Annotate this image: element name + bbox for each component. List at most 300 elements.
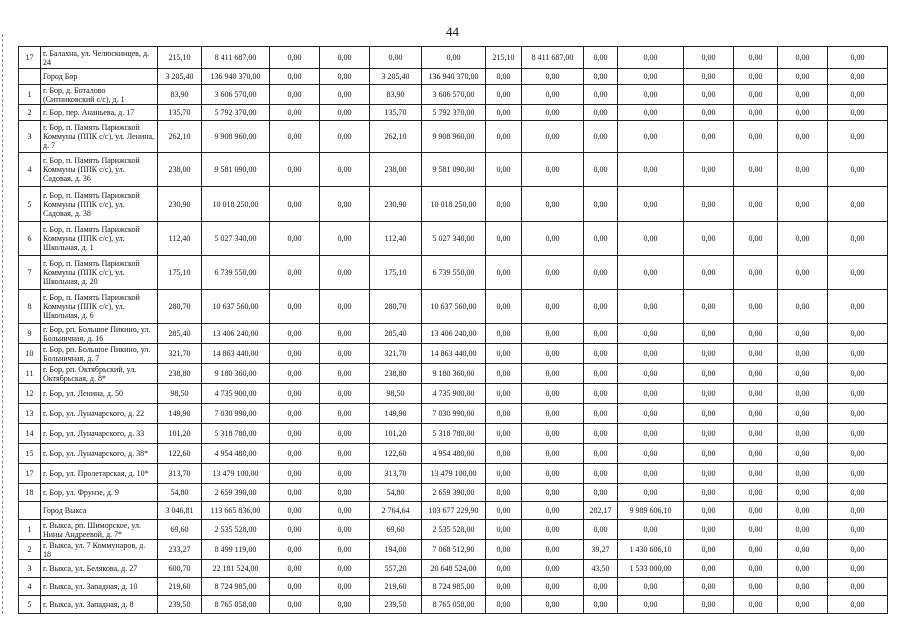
- city-subtotal-row: [19, 69, 888, 85]
- value-cell: 0,00: [522, 85, 584, 105]
- address-cell: г. Бор, п. Память Парижской Коммуны (ППК с/с), ул. Школьная, д. 6: [41, 290, 158, 324]
- address-cell: г. Бор, п. Память Парижской Коммуны (ППК с/с), ул. Ленина, д. 7: [41, 121, 158, 153]
- value-cell: 10 637 560,00: [202, 290, 270, 324]
- value-cell: 98,50: [158, 384, 202, 404]
- value-cell: 238,80: [370, 364, 422, 384]
- value-cell: 0,00: [486, 324, 522, 344]
- value-cell: 233,27: [158, 540, 202, 560]
- value-cell: 0,00: [320, 290, 370, 324]
- value-cell: 0,00: [734, 105, 778, 121]
- value-cell: 0,00: [778, 344, 828, 364]
- value-cell: 101,20: [158, 424, 202, 444]
- value-cell: 6 739 550,00: [202, 256, 270, 290]
- value-cell: 0,00: [270, 578, 320, 596]
- value-cell: 0,00: [778, 47, 828, 69]
- value-cell: 557,20: [370, 560, 422, 578]
- value-cell: 8 499 119,00: [202, 540, 270, 560]
- value-cell: 0,00: [370, 47, 422, 69]
- value-cell: 0,00: [778, 256, 828, 290]
- value-cell: 4 954 480,00: [202, 444, 270, 464]
- value-cell: 215,10: [486, 47, 522, 69]
- value-cell: 0,00: [734, 384, 778, 404]
- row-number: 1: [19, 85, 41, 105]
- value-cell: 0,00: [828, 47, 888, 69]
- value-cell: 69,60: [370, 520, 422, 540]
- value-cell: 0,00: [734, 256, 778, 290]
- value-cell: 5 027 340,00: [202, 222, 270, 256]
- value-cell: 0,00: [828, 153, 888, 187]
- value-cell: 101,20: [370, 424, 422, 444]
- value-cell: 0,00: [522, 520, 584, 540]
- value-cell: 0,00: [618, 520, 684, 540]
- value-cell: 0,00: [684, 502, 734, 520]
- value-cell: 0,00: [618, 596, 684, 614]
- value-cell: 0,00: [684, 444, 734, 464]
- value-cell: 14 863 440,00: [202, 344, 270, 364]
- value-cell: 9 180 360,00: [422, 364, 486, 384]
- value-cell: 0,00: [522, 222, 584, 256]
- value-cell: 0,00: [522, 540, 584, 560]
- table-row: [19, 578, 888, 596]
- value-cell: 9 908 960,00: [202, 121, 270, 153]
- value-cell: 0,00: [584, 290, 618, 324]
- value-cell: 0,00: [486, 344, 522, 364]
- value-cell: 0,00: [734, 121, 778, 153]
- value-cell: 0,00: [684, 364, 734, 384]
- value-cell: 0,00: [684, 105, 734, 121]
- value-cell: 0,00: [270, 484, 320, 502]
- value-cell: 0,00: [618, 47, 684, 69]
- row-number: 6: [19, 222, 41, 256]
- value-cell: 7 030 990,00: [202, 404, 270, 424]
- value-cell: 0,00: [734, 484, 778, 502]
- row-number: 4: [19, 153, 41, 187]
- value-cell: 313,70: [370, 464, 422, 484]
- value-cell: 0,00: [270, 560, 320, 578]
- row-number: 13: [19, 404, 41, 424]
- value-cell: 0,00: [734, 444, 778, 464]
- value-cell: 0,00: [486, 121, 522, 153]
- table-row: [19, 464, 888, 484]
- value-cell: 0,00: [422, 47, 486, 69]
- value-cell: 0,00: [828, 444, 888, 464]
- value-cell: 0,00: [270, 404, 320, 424]
- value-cell: 0,00: [778, 121, 828, 153]
- value-cell: 0,00: [522, 121, 584, 153]
- value-cell: 0,00: [684, 384, 734, 404]
- value-cell: 194,00: [370, 540, 422, 560]
- value-cell: 0,00: [486, 404, 522, 424]
- value-cell: 175,10: [370, 256, 422, 290]
- value-cell: 0,00: [522, 578, 584, 596]
- value-cell: 0,00: [684, 256, 734, 290]
- value-cell: 0,00: [828, 105, 888, 121]
- address-cell: г. Бор, п. Память Парижской Коммуны (ППК с/с), ул. Садовая, д. 36: [41, 153, 158, 187]
- value-cell: 239,50: [370, 596, 422, 614]
- value-cell: 0,00: [778, 484, 828, 502]
- value-cell: 0,00: [320, 344, 370, 364]
- value-cell: 0,00: [734, 464, 778, 484]
- value-cell: 0,00: [684, 464, 734, 484]
- value-cell: 3 046,81: [158, 502, 202, 520]
- value-cell: 0,00: [734, 404, 778, 424]
- value-cell: 0,00: [618, 222, 684, 256]
- value-cell: 0,00: [270, 85, 320, 105]
- table-row: [19, 222, 888, 256]
- value-cell: 0,00: [584, 484, 618, 502]
- value-cell: 0,00: [270, 290, 320, 324]
- address-cell: г. Бор, ул. Фрунзе, д. 9: [41, 484, 158, 502]
- row-number: 5: [19, 596, 41, 614]
- value-cell: 149,90: [158, 404, 202, 424]
- value-cell: 0,00: [684, 596, 734, 614]
- value-cell: 0,00: [734, 222, 778, 256]
- table-row: [19, 384, 888, 404]
- value-cell: 0,00: [270, 256, 320, 290]
- value-cell: 0,00: [828, 69, 888, 85]
- value-cell: 39,27: [584, 540, 618, 560]
- value-cell: 321,70: [158, 344, 202, 364]
- value-cell: 262,10: [158, 121, 202, 153]
- value-cell: 5 318 780,00: [202, 424, 270, 444]
- value-cell: 0,00: [522, 444, 584, 464]
- value-cell: 7 030 990,00: [422, 404, 486, 424]
- value-cell: 0,00: [270, 596, 320, 614]
- value-cell: 0,00: [522, 344, 584, 364]
- value-cell: 0,00: [734, 520, 778, 540]
- row-number: 17: [19, 47, 41, 69]
- value-cell: 0,00: [734, 578, 778, 596]
- value-cell: 0,00: [270, 222, 320, 256]
- value-cell: 0,00: [584, 256, 618, 290]
- value-cell: 0,00: [618, 578, 684, 596]
- value-cell: 0,00: [828, 85, 888, 105]
- value-cell: 0,00: [270, 105, 320, 121]
- value-cell: 0,00: [522, 256, 584, 290]
- address-cell: г. Бор, рп. Октябрьский, ул. Октябрьская, д. 8*: [41, 364, 158, 384]
- value-cell: 9 908 960,00: [422, 121, 486, 153]
- value-cell: 0,00: [486, 596, 522, 614]
- value-cell: 0,00: [618, 404, 684, 424]
- row-number: 7: [19, 256, 41, 290]
- value-cell: 0,00: [320, 47, 370, 69]
- value-cell: 0,00: [684, 520, 734, 540]
- value-cell: 0,00: [778, 596, 828, 614]
- value-cell: 0,00: [486, 540, 522, 560]
- value-cell: 0,00: [618, 121, 684, 153]
- value-cell: 0,00: [486, 560, 522, 578]
- table-row: [19, 596, 888, 614]
- table-row: [19, 153, 888, 187]
- value-cell: 0,00: [734, 47, 778, 69]
- value-cell: 0,00: [618, 484, 684, 502]
- value-cell: 0,00: [828, 121, 888, 153]
- value-cell: 0,00: [778, 444, 828, 464]
- value-cell: 4 954 480,00: [422, 444, 486, 464]
- value-cell: 0,00: [320, 222, 370, 256]
- value-cell: 122,60: [370, 444, 422, 464]
- row-number: 12: [19, 384, 41, 404]
- value-cell: 0,00: [584, 384, 618, 404]
- value-cell: 0,00: [828, 464, 888, 484]
- value-cell: 0,00: [778, 364, 828, 384]
- row-number: 2: [19, 105, 41, 121]
- value-cell: 0,00: [778, 520, 828, 540]
- value-cell: 8 765 058,00: [422, 596, 486, 614]
- value-cell: 0,00: [320, 69, 370, 85]
- value-cell: 0,00: [828, 484, 888, 502]
- row-number: 4: [19, 578, 41, 596]
- row-number: 5: [19, 187, 41, 222]
- address-cell: г. Бор, ул. Луначарского, д. 22: [41, 404, 158, 424]
- value-cell: 0,00: [270, 424, 320, 444]
- value-cell: 0,00: [320, 560, 370, 578]
- value-cell: 0,00: [734, 85, 778, 105]
- value-cell: 0,00: [486, 364, 522, 384]
- value-cell: 219,60: [370, 578, 422, 596]
- value-cell: 0,00: [584, 464, 618, 484]
- value-cell: 0,00: [320, 404, 370, 424]
- value-cell: 0,00: [618, 364, 684, 384]
- value-cell: 600,70: [158, 560, 202, 578]
- value-cell: 0,00: [684, 404, 734, 424]
- value-cell: 0,00: [270, 324, 320, 344]
- table-row: [19, 47, 888, 69]
- value-cell: 0,00: [618, 187, 684, 222]
- value-cell: 0,00: [270, 344, 320, 364]
- value-cell: 0,00: [320, 384, 370, 404]
- value-cell: 0,00: [584, 85, 618, 105]
- value-cell: 0,00: [584, 222, 618, 256]
- value-cell: 3 205,40: [158, 69, 202, 85]
- value-cell: 0,00: [734, 187, 778, 222]
- value-cell: 136 940 370,00: [422, 69, 486, 85]
- value-cell: 0,00: [486, 464, 522, 484]
- address-cell: г. Выкса, ул. Западная, д. 10: [41, 578, 158, 596]
- value-cell: 0,00: [618, 85, 684, 105]
- row-number: [19, 502, 41, 520]
- value-cell: 238,00: [370, 153, 422, 187]
- table-row: [19, 560, 888, 578]
- value-cell: 10 637 560,00: [422, 290, 486, 324]
- value-cell: 0,00: [828, 424, 888, 444]
- value-cell: 0,00: [828, 578, 888, 596]
- data-table: [18, 46, 888, 614]
- value-cell: 285,40: [158, 324, 202, 344]
- value-cell: 0,00: [584, 424, 618, 444]
- value-cell: 0,00: [486, 85, 522, 105]
- value-cell: 0,00: [522, 596, 584, 614]
- value-cell: 0,00: [320, 464, 370, 484]
- value-cell: 0,00: [734, 364, 778, 384]
- value-cell: 0,00: [522, 424, 584, 444]
- value-cell: 0,00: [522, 290, 584, 324]
- value-cell: 0,00: [684, 424, 734, 444]
- value-cell: 7 068 512,90: [422, 540, 486, 560]
- value-cell: 0,00: [828, 290, 888, 324]
- value-cell: 0,00: [320, 502, 370, 520]
- address-cell: г. Бор, ул. Луначарского, д. 33: [41, 424, 158, 444]
- value-cell: 0,00: [618, 290, 684, 324]
- table-row: [19, 520, 888, 540]
- value-cell: 6 739 550,00: [422, 256, 486, 290]
- value-cell: 1 430 606,10: [618, 540, 684, 560]
- value-cell: 0,00: [584, 444, 618, 464]
- value-cell: 0,00: [486, 187, 522, 222]
- value-cell: 0,00: [618, 153, 684, 187]
- value-cell: 0,00: [618, 69, 684, 85]
- value-cell: 0,00: [320, 105, 370, 121]
- address-cell: г. Бор, д. Боталово (Ситниковский с/с), д. 1: [41, 85, 158, 105]
- value-cell: 0,00: [684, 560, 734, 578]
- value-cell: 0,00: [618, 444, 684, 464]
- value-cell: 9 581 090,00: [202, 153, 270, 187]
- value-cell: 0,00: [320, 187, 370, 222]
- value-cell: 0,00: [486, 256, 522, 290]
- value-cell: 0,00: [270, 364, 320, 384]
- value-cell: 0,00: [734, 596, 778, 614]
- address-cell: г. Балахна, ул. Челюскинцев, д. 24: [41, 47, 158, 69]
- value-cell: 285,40: [370, 324, 422, 344]
- value-cell: 0,00: [584, 187, 618, 222]
- value-cell: 0,00: [486, 153, 522, 187]
- value-cell: 13 479 100,00: [202, 464, 270, 484]
- value-cell: 54,80: [158, 484, 202, 502]
- value-cell: 0,00: [270, 502, 320, 520]
- value-cell: 0,00: [584, 364, 618, 384]
- value-cell: 0,00: [584, 47, 618, 69]
- value-cell: 239,50: [158, 596, 202, 614]
- value-cell: 9 180 360,00: [202, 364, 270, 384]
- value-cell: 0,00: [828, 520, 888, 540]
- value-cell: 0,00: [486, 520, 522, 540]
- value-cell: 0,00: [486, 578, 522, 596]
- value-cell: 0,00: [684, 187, 734, 222]
- address-cell: г. Бор, рп. Большое Пикино, ул. Больничная, д. 16: [41, 324, 158, 344]
- address-cell: г. Выкса, рп. Шиморское, ул. Нины Андреевой, д. 7*: [41, 520, 158, 540]
- value-cell: 0,00: [828, 502, 888, 520]
- value-cell: 5 792 370,00: [422, 105, 486, 121]
- value-cell: 8 411 687,00: [202, 47, 270, 69]
- value-cell: 8 724 985,00: [202, 578, 270, 596]
- value-cell: 0,00: [778, 69, 828, 85]
- row-number: 11: [19, 364, 41, 384]
- address-cell: г. Выкса, ул. 7 Коммунаров, д. 18: [41, 540, 158, 560]
- table-body: [19, 47, 888, 614]
- value-cell: 0,00: [522, 324, 584, 344]
- address-cell: г. Бор, п. Память Парижской Коммуны (ППК с/с), ул. Садовая, д. 38: [41, 187, 158, 222]
- table-row: [19, 404, 888, 424]
- value-cell: 0,00: [522, 484, 584, 502]
- value-cell: 0,00: [584, 105, 618, 121]
- value-cell: 4 735 900,00: [422, 384, 486, 404]
- table-row: [19, 105, 888, 121]
- table-row: [19, 290, 888, 324]
- value-cell: 5 027 340,00: [422, 222, 486, 256]
- value-cell: 83,90: [370, 85, 422, 105]
- value-cell: 313,70: [158, 464, 202, 484]
- value-cell: 0,00: [778, 578, 828, 596]
- value-cell: 0,00: [584, 121, 618, 153]
- value-cell: 0,00: [522, 69, 584, 85]
- value-cell: 0,00: [486, 384, 522, 404]
- value-cell: 0,00: [320, 85, 370, 105]
- value-cell: 0,00: [486, 502, 522, 520]
- value-cell: 0,00: [486, 444, 522, 464]
- value-cell: 0,00: [522, 105, 584, 121]
- value-cell: 0,00: [828, 384, 888, 404]
- address-cell: г. Бор, пер. Ананьева, д. 17: [41, 105, 158, 121]
- value-cell: 0,00: [778, 290, 828, 324]
- value-cell: 14 863 440,00: [422, 344, 486, 364]
- value-cell: 0,00: [734, 502, 778, 520]
- value-cell: 238,00: [158, 153, 202, 187]
- value-cell: 0,00: [778, 424, 828, 444]
- table-row: [19, 344, 888, 364]
- value-cell: 238,80: [158, 364, 202, 384]
- value-cell: 3 205,40: [370, 69, 422, 85]
- value-cell: 0,00: [584, 520, 618, 540]
- value-cell: 5 318 780,00: [422, 424, 486, 444]
- value-cell: 20 648 524,00: [422, 560, 486, 578]
- value-cell: 0,00: [684, 578, 734, 596]
- value-cell: 0,00: [828, 187, 888, 222]
- value-cell: 2 659 390,00: [422, 484, 486, 502]
- value-cell: 0,00: [584, 69, 618, 85]
- value-cell: 0,00: [486, 424, 522, 444]
- value-cell: 0,00: [270, 540, 320, 560]
- value-cell: 8 411 687,00: [522, 47, 584, 69]
- value-cell: 0,00: [778, 222, 828, 256]
- value-cell: 0,00: [584, 153, 618, 187]
- value-cell: 0,00: [270, 69, 320, 85]
- value-cell: 0,00: [828, 256, 888, 290]
- value-cell: 0,00: [320, 520, 370, 540]
- value-cell: 0,00: [270, 47, 320, 69]
- value-cell: 0,00: [684, 69, 734, 85]
- value-cell: 0,00: [320, 256, 370, 290]
- value-cell: 136 940 370,00: [202, 69, 270, 85]
- value-cell: 0,00: [684, 344, 734, 364]
- value-cell: 0,00: [584, 404, 618, 424]
- row-number: [19, 69, 41, 85]
- row-number: 8: [19, 290, 41, 324]
- value-cell: 0,00: [270, 153, 320, 187]
- value-cell: 0,00: [486, 290, 522, 324]
- value-cell: 0,00: [522, 153, 584, 187]
- value-cell: 0,00: [522, 187, 584, 222]
- value-cell: 0,00: [734, 324, 778, 344]
- value-cell: 0,00: [522, 502, 584, 520]
- table-row: [19, 85, 888, 105]
- value-cell: 0,00: [828, 560, 888, 578]
- row-number: 3: [19, 560, 41, 578]
- value-cell: 0,00: [486, 222, 522, 256]
- value-cell: 0,00: [584, 596, 618, 614]
- value-cell: 0,00: [618, 464, 684, 484]
- value-cell: 98,50: [370, 384, 422, 404]
- value-cell: 2 764,64: [370, 502, 422, 520]
- value-cell: 0,00: [320, 596, 370, 614]
- value-cell: 0,00: [778, 404, 828, 424]
- value-cell: 321,70: [370, 344, 422, 364]
- table-row: [19, 484, 888, 502]
- value-cell: 0,00: [584, 578, 618, 596]
- address-cell: г. Выкса, ул. Белякова, д. 27: [41, 560, 158, 578]
- value-cell: 0,00: [320, 364, 370, 384]
- value-cell: 0,00: [684, 324, 734, 344]
- value-cell: 0,00: [522, 384, 584, 404]
